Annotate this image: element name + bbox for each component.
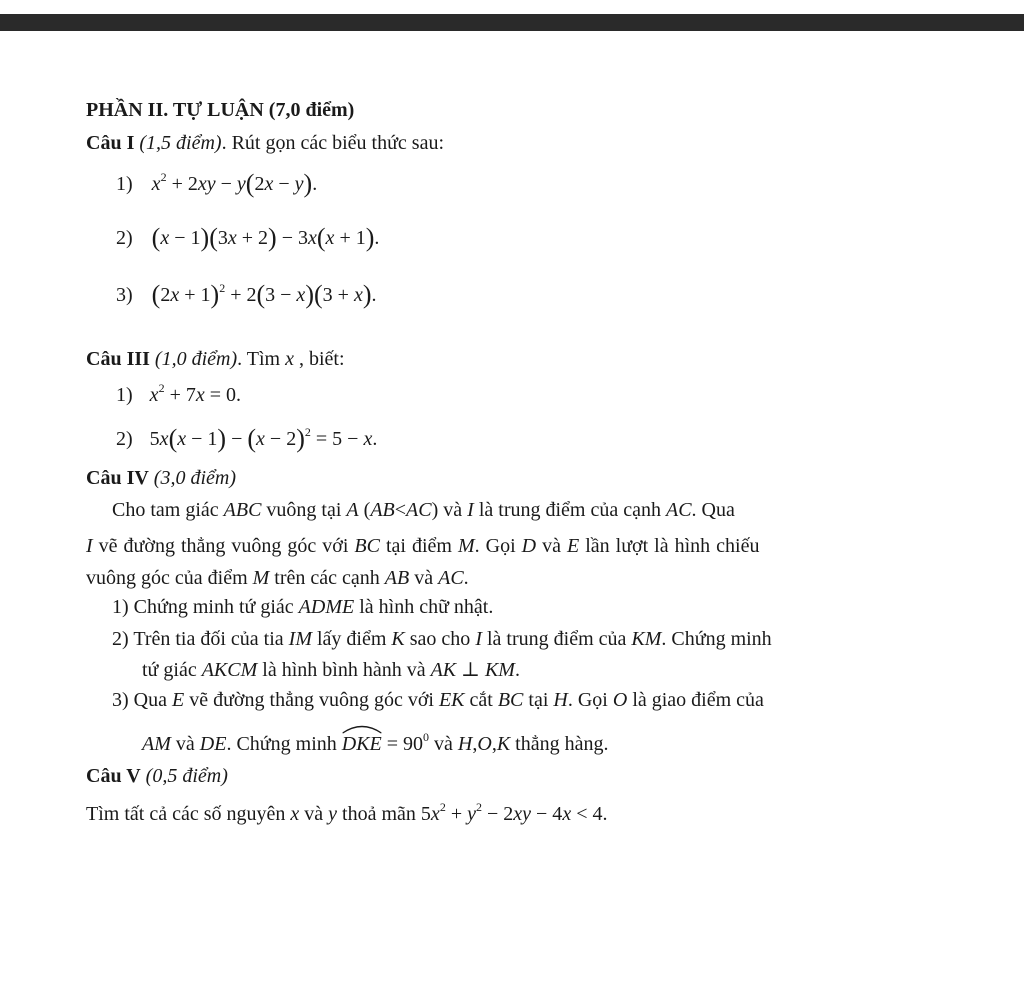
question-1-heading [86, 131, 444, 155]
q4-label: Câu IV [86, 467, 149, 489]
q4-s3b-a: và [175, 733, 195, 755]
q1-item-1-expr: $x^2 + 2xy - y(2x - y)$. [151, 169, 318, 198]
q4-para-line-1: Cho tam giác ABC vuông tại A (AB<AC) và I là trung điểm của cạnh AC. Qua [112, 499, 735, 521]
q4-s1-a: Chứng minh tứ giác [133, 596, 294, 618]
q3-points: (1,0 điểm) [154, 348, 238, 370]
q4-s2b-b: là hình bình hành và [262, 659, 426, 681]
q4-p1-e: . Qua [691, 499, 735, 521]
q4-p3-b: trên các cạnh [274, 567, 380, 589]
q4-p2-d: và [542, 535, 561, 557]
q1-item-3-num: 3) [116, 284, 133, 306]
q1-item-1-num: 1) [116, 173, 133, 195]
q1-points: (1,5 điểm) [139, 132, 222, 154]
question-4-heading [86, 466, 236, 490]
q4-s2-num: 2) [112, 628, 129, 650]
q4-sub-1: 1) Chứng minh tứ giác ADME là hình chữ nhật. [112, 596, 494, 618]
q4-s3b-c: và [434, 733, 453, 755]
q4-s3-d: tại [528, 689, 549, 711]
angle-hat-icon [342, 724, 382, 734]
q1-instruction: . Rút gọn các biểu thức sau: [221, 132, 445, 154]
q4-sub-2: 2) Trên tia đối của tia IM lấy điểm K sao cho I là trung điểm của KM. Chứng minh [112, 628, 772, 650]
q4-s3b-b: . Chứng minh [226, 733, 337, 755]
q1-item-2-num: 2) [116, 227, 133, 249]
q3-item-1 [116, 383, 241, 407]
q5-text-b: và [304, 803, 324, 825]
q4-p1-c: và [443, 499, 463, 521]
q1-item-1 [116, 169, 318, 198]
q4-p2-b: tại điểm [385, 535, 452, 557]
q4-sub-3-cont: AM và DE. Chứng minh DKE = $90^0$ và H,O,K thẳng hàng. [142, 730, 608, 756]
q3-item-2-num: 2) [116, 428, 133, 450]
q3-label: Câu III [86, 348, 150, 370]
q4-points: (3,0 điểm) [153, 467, 236, 489]
q4-s2-b: lấy điểm [316, 628, 387, 650]
q4-s2-e: . Chứng minh [661, 628, 772, 650]
q4-sub-3: 3) Qua E vẽ đường thẳng vuông góc với EK cắt BC tại H. Gọi O là giao điểm của [112, 689, 764, 711]
q4-p3-c: và [414, 567, 434, 589]
q1-item-2 [116, 223, 380, 252]
q4-s2-a: Trên tia đối của tia [133, 628, 284, 650]
q4-s3-num: 3) [112, 689, 129, 711]
q3-variable: x [285, 348, 294, 370]
angle-dke: DKE [342, 730, 382, 756]
question-3-heading [86, 347, 345, 371]
q4-p1-b: vuông tại [266, 499, 342, 521]
q3-item-2-expr: $5x(x - 1) - (x - 2)^2 = 5 - x$. [149, 424, 378, 453]
q4-s2b-c: . [514, 659, 520, 681]
q3-item-1-expr: $x^2 + 7x = 0$. [149, 381, 242, 406]
q1-item-3-expr: $(2x + 1)^2 + 2(3 - x)(3 + x)$. [151, 280, 377, 309]
q4-p2-a: vẽ đường thẳng vuông góc với [98, 535, 349, 557]
q1-item-2-expr: (x − 1)(3x + 2) − 3x(x + 1). [151, 223, 380, 252]
section-title [86, 98, 354, 122]
question-5-heading [86, 764, 228, 788]
q4-s3-b: vẽ đường thẳng vuông góc với [189, 689, 434, 711]
q4-s2b-a: tứ giác [142, 659, 197, 681]
q4-para-line-2: I vẽ đường thẳng vuông góc với BC tại điểm M. Gọi D và E lần lượt là hình chiếu [86, 535, 760, 557]
q3-instruction: . Tìm [237, 348, 281, 370]
q5-text-a: Tìm tất cả các số nguyên [86, 803, 286, 825]
q4-s2-c: sao cho [409, 628, 471, 650]
q4-p1-a: Cho tam giác [112, 499, 219, 521]
q4-s3-a: Qua [133, 689, 167, 711]
q4-p3-a: vuông góc của điểm [86, 567, 248, 589]
q1-label: Câu I [86, 132, 135, 154]
q3-item-1-num: 1) [116, 384, 133, 406]
q4-s1-b: là hình chữ nhật. [359, 596, 494, 618]
q4-p2-c: . Gọi [474, 535, 516, 557]
q4-p3-d: . [463, 567, 469, 589]
q4-s3-e: . Gọi [567, 689, 608, 711]
q5-statement: Tìm tất cả các số nguyên x và y thoả mãn $5x^2 + y^2 - 2xy - 4x < 4$. [86, 800, 608, 825]
q4-s3-f: là giao điểm của [632, 689, 764, 711]
q5-label: Câu V [86, 765, 141, 787]
q3-item-2 [116, 424, 378, 453]
q5-text-c: thoả mãn [342, 803, 416, 825]
q1-item-3 [116, 280, 377, 309]
section-title-text: PHẦN II. TỰ LUẬN (7,0 điểm) [86, 99, 355, 121]
q5-inequality: $5x^2 + y^2 - 2xy - 4x < 4$. [420, 800, 608, 825]
q4-s3b-d: thẳng hàng. [515, 733, 609, 755]
q4-p2-e: lần lượt là hình chiếu [585, 535, 760, 557]
q3-suffix: , biết: [298, 348, 345, 370]
q4-para-line-3: vuông góc của điểm M trên các cạnh AB và AC. [86, 567, 469, 589]
q5-points: (0,5 điểm) [145, 765, 228, 787]
q4-sub-2-cont: tứ giác AKCM là hình bình hành và AK ⊥ KM. [142, 659, 520, 681]
q4-p1-d: là trung điểm của cạnh [478, 499, 661, 521]
q4-s2-d: là trung điểm của [486, 628, 627, 650]
q4-s3-c: cắt [469, 689, 493, 711]
q4-s1-num: 1) [112, 596, 129, 618]
